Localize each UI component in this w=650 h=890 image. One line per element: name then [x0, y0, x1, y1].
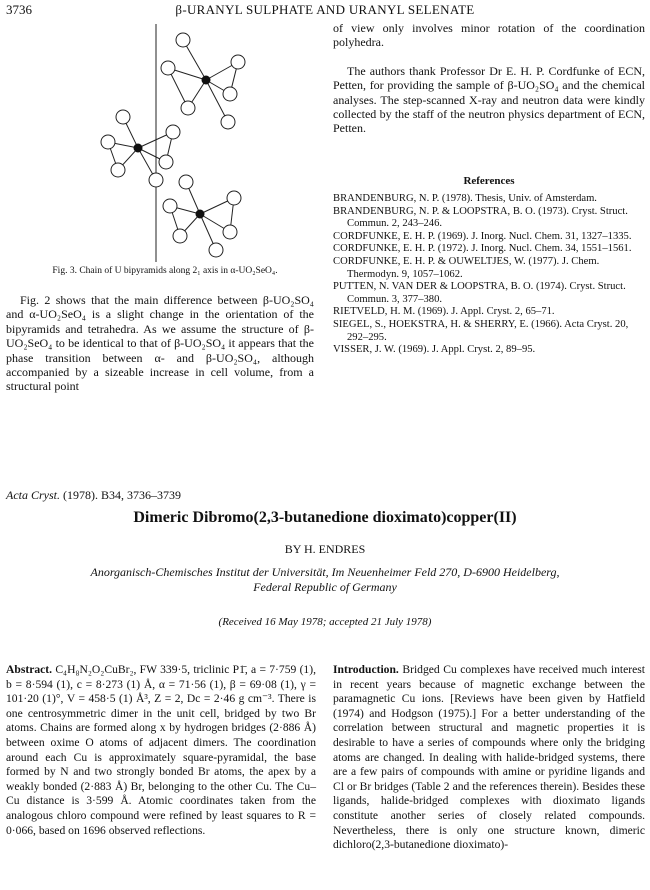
uranium-atom-1: [202, 76, 211, 85]
continuation-paragraph: of view only involves minor rotation of the coordination polyhedra.: [333, 21, 645, 50]
article-title: Dimeric Dibromo(2,3-butanedione dioximato)copper(II): [133, 509, 517, 526]
fig2-discussion-paragraph: Fig. 2 shows that the main difference between β-UO₂SO₄ and α-UO₂SeO₄ is a slight change in the orientation of the bipyramids and tetrahedra. As we assume the structure of β-UO₂SeO₄ to be identical to that of β-UO₂SO₄ it appears that the phase transition between α- and β-UO₂SO₄, although accompanied by a sizeable increase in cell volume, from a structural point: [6, 293, 314, 394]
introduction-label: Introduction.: [333, 663, 399, 676]
figure-3-caption: Fig. 3. Chain of U bipyramids along 2₁ axis in α-UO₂SeO₄.: [52, 266, 278, 276]
article-author: BY H. ENDRES: [284, 542, 366, 556]
uranium-atom-3: [196, 210, 205, 219]
abstract-section: [6, 663, 316, 838]
reference-item: CORDFUNKE, E. H. P. (1972). J. Inorg. Nucl. Chem. 34, 1551–1561.: [333, 243, 632, 255]
reference-item: PUTTEN, N. VAN DER & LOOPSTRA, B. O. (1974). Cryst. Struct. Commun. 3, 377–380.: [333, 281, 626, 305]
reference-item: CORDFUNKE, E. H. P. (1969). J. Inorg. Nucl. Chem. 31, 1327–1335.: [333, 230, 632, 242]
citation-journal: Acta Cryst.: [6, 488, 60, 502]
reference-item: CORDFUNKE, E. H. P. & OUWELTJES, W. (1977). J. Chem. Thermodyn. 9, 1057–1062.: [333, 255, 600, 280]
introduction-section: [333, 663, 645, 853]
affiliation-line-2: Federal Republic of Germany: [253, 580, 397, 594]
reference-item: SIEGEL, S., HOEKSTRA, H. & SHERRY, E. (1966). Acta Cryst. 20, 292–295.: [333, 318, 629, 343]
author-affiliation: [0, 565, 650, 595]
reference-item: VISSER, J. W. (1969). J. Appl. Cryst. 2, 89–95.: [333, 344, 536, 356]
references-list: [333, 193, 645, 357]
article-citation: [6, 488, 181, 503]
abstract-text: C₄H₈N₂O₂CuBr₂, FW 339·5, triclinic P1̄, a = 7·759 (1), b = 8·594 (1), c = 8·273 (1) Å, α = 71·56 (1), β = 69·08 (1), γ = 101·20 (1)°, V = 458·5 (1) Å³, Z = 2, Dc = 2·46 g cm⁻³. There is one centrosymmetric dimer in the unit cell, bridged by two Br atoms. Chains are formed along x by hydrogen bridges (2·886 Å) between oxime O atoms of adjacent dimers. The coordination around each Cu is approximately square-pyramidal, the base formed by N and two strongly bonded Br atoms, the apex by a weakly bonded (2·883 Å) Br, belonging to the other Cu. The Cu–Cu distance is 3·599 Å. Atomic coordinates taken from the analogous chloro compound were refined by least squares to R = 0·066, based on 1696 observed reflections.: [6, 663, 316, 837]
running-title: β-URANYL SULPHATE AND URANYL SELENATE: [175, 2, 475, 17]
right-column-text-block: [333, 21, 645, 136]
figure-3-structure-diagram: [88, 22, 288, 262]
reference-item: BRANDENBURG, N. P. (1978). Thesis, Univ. of Amsterdam.: [333, 193, 597, 204]
uranium-atom-2: [134, 144, 143, 153]
acknowledgement-paragraph: The authors thank Professor Dr E. H. P. Cordfunke of ECN, Petten, for providing the sample of β-UO₂SO₄ and the chemical analyses. The step-scanned X-ray and neutron data were kindly collected by the staff of the neutron physics department of ECN, Petten.: [333, 63, 645, 136]
received-dates: (Received 16 May 1978; accepted 21 July 1978): [218, 616, 432, 628]
references-heading: References: [463, 175, 515, 187]
affiliation-line-1: Anorganisch-Chemisches Institut der Universität, Im Neuenheimer Feld 270, D-6900 Heidelberg,: [90, 565, 560, 579]
left-column-text-block: [6, 293, 314, 394]
reference-item: BRANDENBURG, N. P. & LOOPSTRA, B. O. (1973). Cryst. Struct. Commun. 2, 243–246.: [333, 205, 628, 230]
citation-volume-pages: (1978). B34, 3736–3739: [63, 488, 181, 502]
reference-item: RIETVELD, H. M. (1969). J. Appl. Cryst. 2, 65–71.: [333, 306, 555, 318]
introduction-text: Bridged Cu complexes have received much interest in recent years because of magnetic exchange between the paramagnetic Cu ions. [Reviews have been given by Hatfield (1974) and Hodgson (1975).] For a better understanding of the correlation between structural and magnetic properties it is desirable to have a series of compounds where only the bridging atoms are changed. In dealing with halide-bridged systems, there are a few pairs of compounds with amine or pyridine ligands and Cl or Br bridges (Table 2 and the references therein). Besides these ligands, halide-bridged complexes with dioximato ligands constitute another series of closely related compounds. Nevertheless, there is only one structure known, dimeric dichloro(2,3-butanedione dioximato)-: [333, 663, 645, 852]
page-number: 3736: [6, 2, 32, 17]
abstract-label: Abstract.: [6, 663, 53, 676]
